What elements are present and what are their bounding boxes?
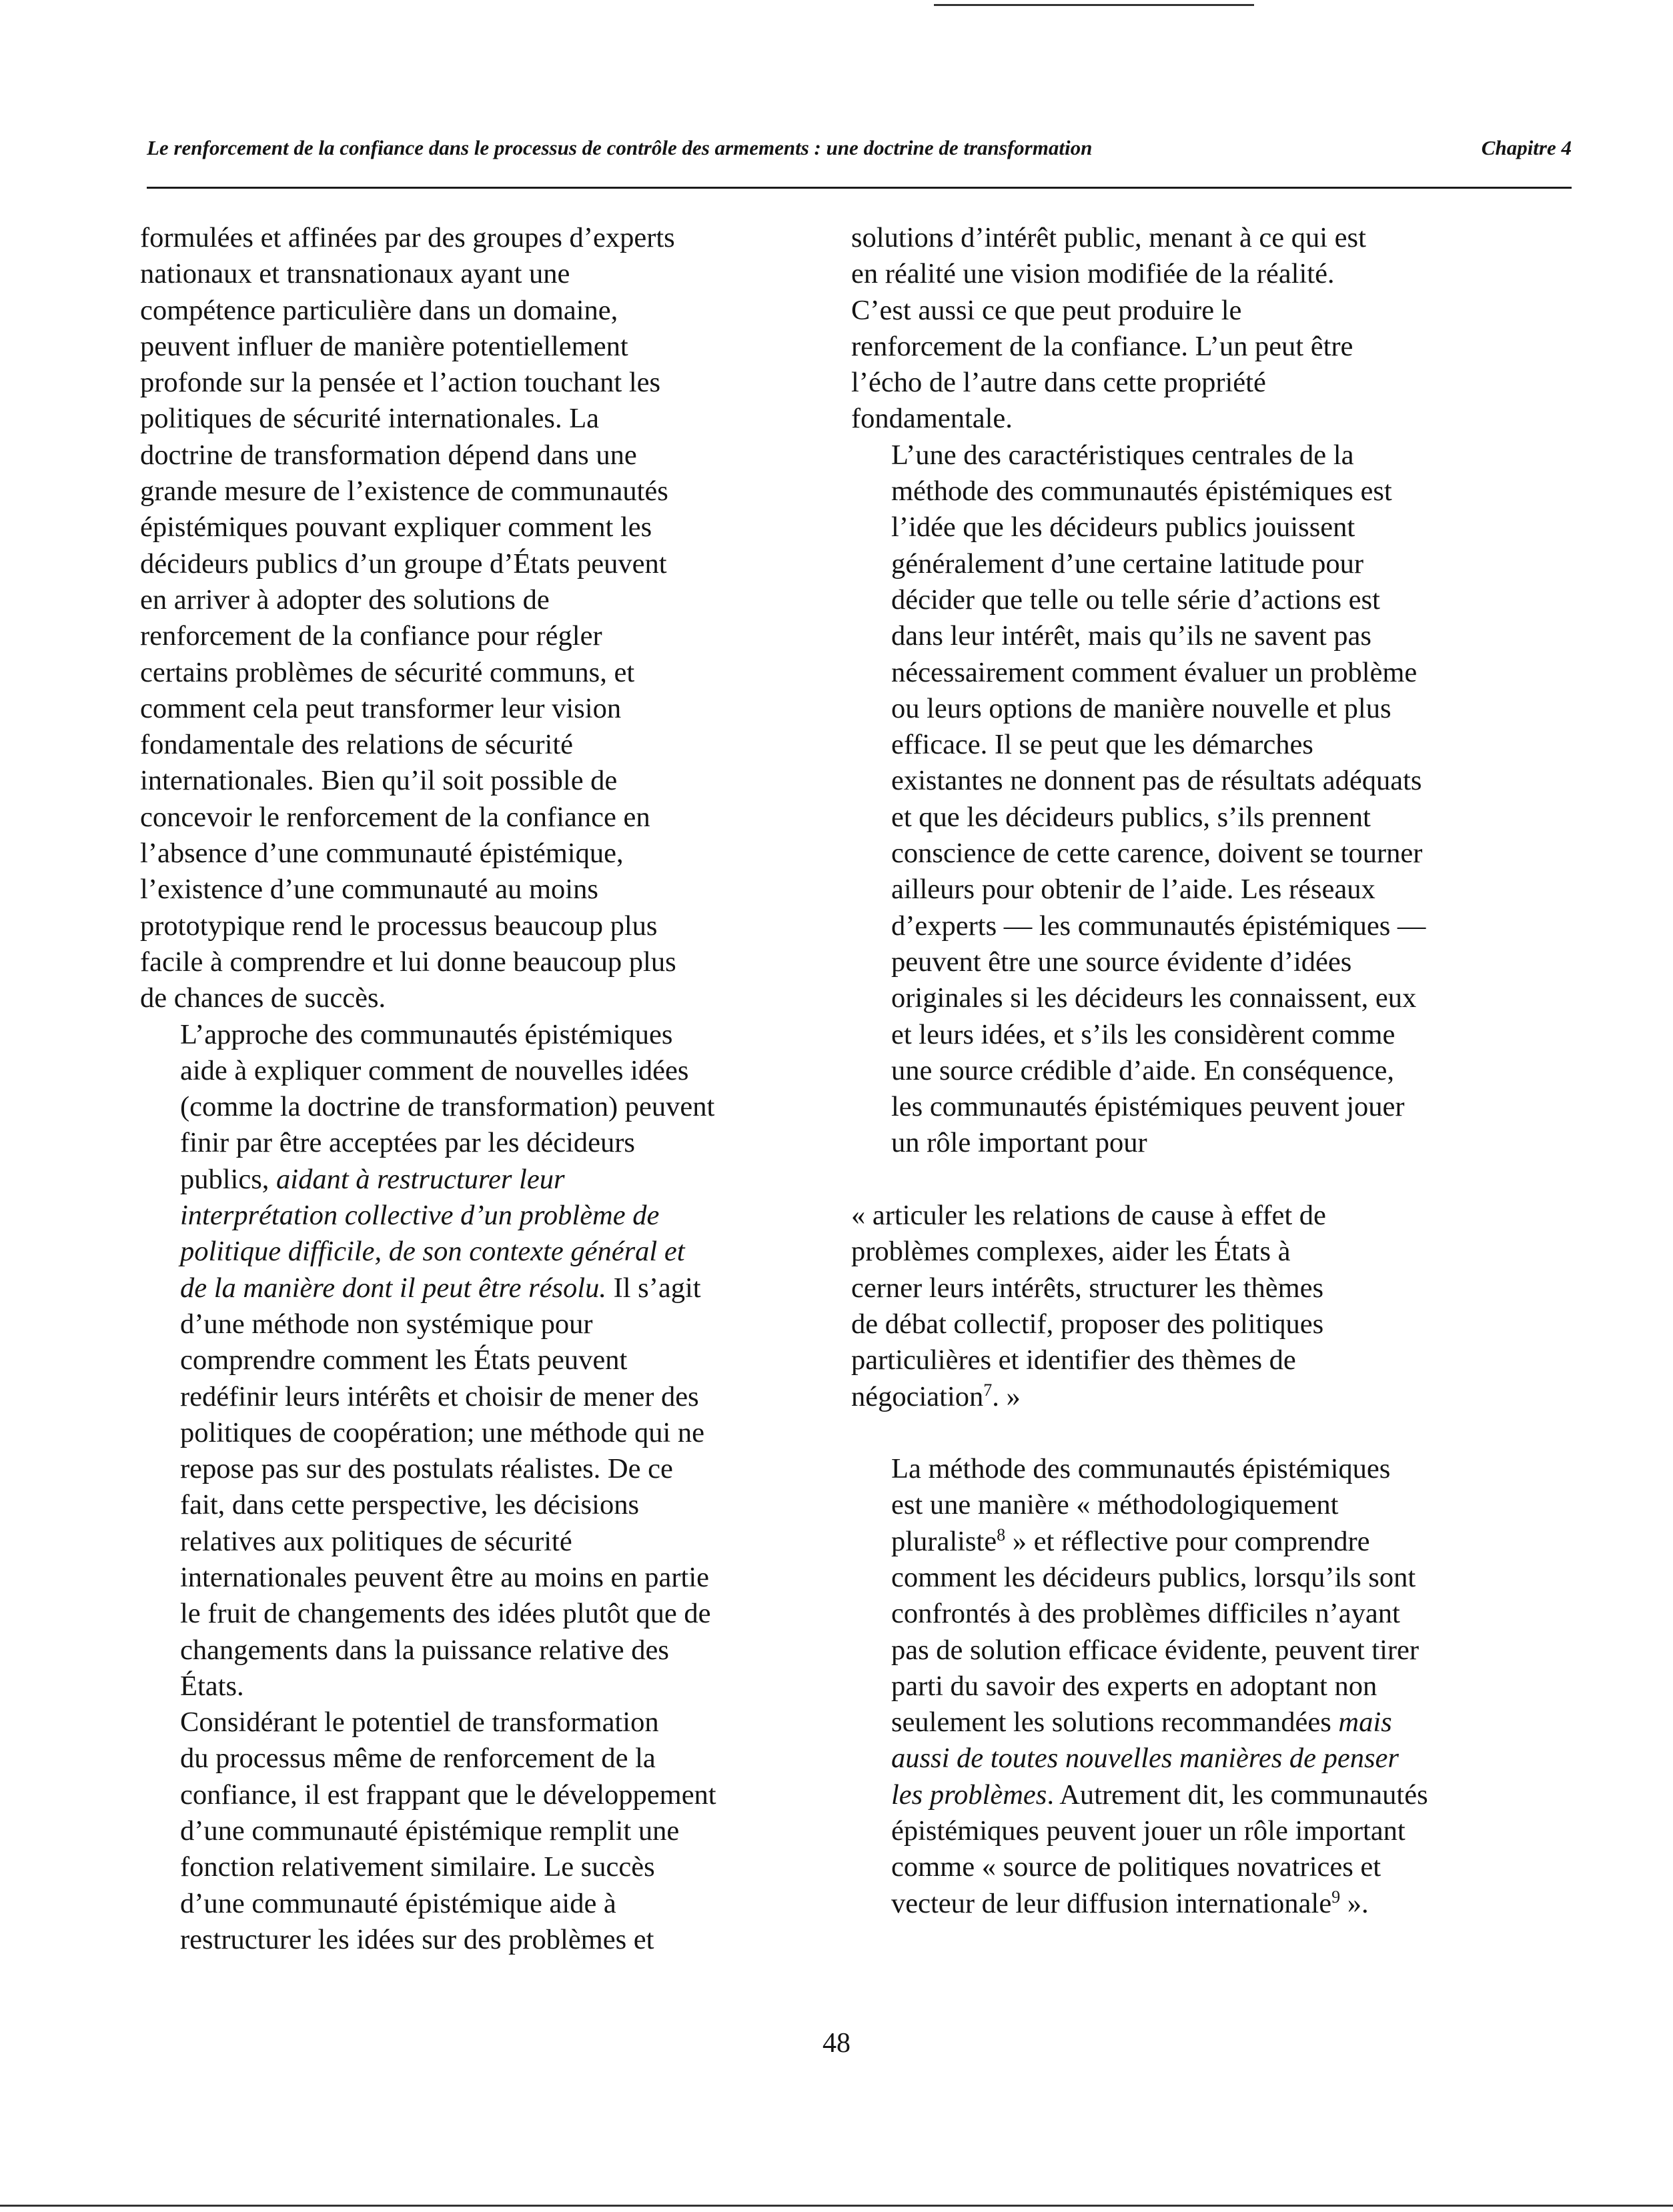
- running-header: [147, 131, 1572, 171]
- right-paragraph-2: [851, 437, 1465, 1162]
- text-line: Considérant le potentiel de transformation: [180, 1707, 659, 1739]
- text-line: fondamentale.: [851, 403, 1013, 435]
- text-line: conscience de cette carence, doivent se tourner: [891, 838, 1423, 870]
- text-line: efficace. Il se peut que les démarches: [891, 729, 1313, 761]
- italic-run: aussi de toutes nouvelles manières de penser: [891, 1743, 1399, 1775]
- text-line: décider que telle ou telle série d’actions est: [891, 584, 1380, 616]
- text-line: [851, 1379, 1465, 1415]
- top-edge-rule: [934, 4, 1254, 6]
- text-line: compétence particulière dans un domaine,: [140, 294, 618, 326]
- text-line: La méthode des communautés épistémiques: [891, 1453, 1391, 1485]
- left-column: [140, 220, 760, 1958]
- text-line: [140, 1198, 760, 1234]
- text-run: pluraliste: [891, 1525, 997, 1557]
- text-line: prototypique rend le processus beaucoup plus: [140, 910, 658, 942]
- text-line: redéfinir leurs intérêts et choisir de mener des: [180, 1380, 699, 1412]
- italic-run: mais: [1338, 1707, 1392, 1739]
- italic-run: aidant à restructurer leur: [276, 1163, 565, 1195]
- text-run: négociation: [851, 1380, 984, 1412]
- text-line: facile à comprendre et lui donne beaucoup plus: [140, 946, 676, 978]
- text-line: repose pas sur des postulats réalistes. De ce: [180, 1453, 673, 1485]
- text-run: » et réflective pour comprendre: [1005, 1525, 1370, 1557]
- text-line: C’est aussi ce que peut produire le: [851, 294, 1242, 326]
- text-line: épistémiques peuvent jouer un rôle important: [891, 1815, 1406, 1847]
- text-line: du processus même de renforcement de la: [180, 1743, 656, 1775]
- text-line: renforcement de la confiance pour régler: [140, 620, 602, 652]
- text-line: internationales peuvent être au moins en partie: [180, 1561, 710, 1593]
- text-line: méthode des communautés épistémiques est: [891, 475, 1392, 507]
- text-run: . Autrement dit, les communautés: [1047, 1779, 1428, 1811]
- text-run: seulement les solutions recommandées: [891, 1707, 1339, 1739]
- text-run: Il s’agit: [606, 1272, 701, 1304]
- text-line: relatives aux politiques de sécurité: [180, 1525, 572, 1557]
- text-line: changements dans la puissance relative des: [180, 1634, 669, 1666]
- text-line: est une manière « méthodologiquement: [891, 1489, 1339, 1521]
- right-paragraph-3: [851, 1451, 1465, 1922]
- running-header-chapter: Chapitre 4: [1481, 136, 1572, 159]
- text-line: pas de solution efficace évidente, peuvent tirer: [891, 1634, 1420, 1666]
- text-line: États.: [180, 1670, 244, 1702]
- text-line: l’existence d’une communauté au moins: [140, 874, 598, 906]
- text-line: ou leurs options de manière nouvelle et plus: [891, 692, 1391, 724]
- text-run: . »: [992, 1380, 1021, 1412]
- text-line: l’idée que les décideurs publics jouissent: [891, 511, 1355, 543]
- text-line: nationaux et transnationaux ayant une: [140, 258, 570, 290]
- text-line: peuvent influer de manière potentiellement: [140, 330, 628, 362]
- text-line: de débat collectif, proposer des politiques: [851, 1308, 1324, 1340]
- text-line: fondamentale des relations de sécurité: [140, 729, 574, 761]
- text-line: en réalité une vision modifiée de la réalité.: [851, 258, 1335, 290]
- text-line: l’écho de l’autre dans cette propriété: [851, 367, 1266, 399]
- text-line: une source crédible d’aide. En conséquence,: [891, 1054, 1395, 1086]
- text-line: décideurs publics d’un groupe d’États peuvent: [140, 547, 667, 580]
- footnote-ref-7: 7: [983, 1380, 993, 1400]
- text-line: aide à expliquer comment de nouvelles idées: [180, 1054, 689, 1086]
- text-line: comprendre comment les États peuvent: [180, 1344, 628, 1376]
- text-line: L’approche des communautés épistémiques: [180, 1018, 673, 1050]
- text-line: particulières et identifier des thèmes de: [851, 1344, 1296, 1376]
- text-line: (comme la doctrine de transformation) peuvent: [180, 1091, 715, 1123]
- text-line: solutions d’intérêt public, menant à ce qui est: [851, 222, 1366, 253]
- text-line: nécessairement comment évaluer un problème: [891, 656, 1418, 688]
- blank-line: [851, 1162, 1465, 1198]
- text-line: politiques de sécurité internationales. La: [140, 403, 600, 435]
- text-line: certains problèmes de sécurité communs, et: [140, 656, 635, 688]
- text-line: internationales. Bien qu’il soit possible de: [140, 765, 618, 797]
- block-quote: [851, 1198, 1465, 1415]
- text-line: d’experts — les communautés épistémiques —: [891, 910, 1426, 942]
- text-line: [851, 1705, 1465, 1741]
- italic-run: les problèmes: [891, 1779, 1047, 1811]
- left-paragraph-3: [140, 1705, 760, 1958]
- text-line: politiques de coopération; une méthode qui ne: [180, 1416, 705, 1448]
- text-line: épistémiques pouvant expliquer comment les: [140, 511, 652, 543]
- text-line: finir par être acceptées par les décideurs: [180, 1127, 635, 1159]
- text-line: confrontés à des problèmes difficiles n’ayant: [891, 1598, 1400, 1630]
- text-line: comme « source de politiques novatrices et: [891, 1851, 1381, 1883]
- text-line: renforcement de la confiance. L’un peut être: [851, 330, 1353, 362]
- text-line: concevoir le renforcement de la confiance en: [140, 801, 650, 833]
- footnote-ref-9: 9: [1331, 1887, 1341, 1907]
- text-line: [140, 1234, 760, 1270]
- text-run: vecteur de leur diffusion internationale: [891, 1887, 1332, 1919]
- text-run: ».: [1340, 1887, 1369, 1919]
- text-line: doctrine de transformation dépend dans une: [140, 439, 637, 471]
- text-line: problèmes complexes, aider les États à: [851, 1236, 1291, 1268]
- text-line: formulées et affinées par des groupes d’experts: [140, 222, 675, 253]
- text-line: fonction relativement similaire. Le succès: [180, 1851, 655, 1883]
- text-line: comment les décideurs publics, lorsqu’ils sont: [891, 1561, 1416, 1593]
- text-line: d’une communauté épistémique remplit une: [180, 1815, 680, 1847]
- text-line: « articuler les relations de cause à effet de: [851, 1200, 1326, 1232]
- text-line: profonde sur la pensée et l’action touchant les: [140, 367, 661, 399]
- text-line: fait, dans cette perspective, les décisions: [180, 1489, 640, 1521]
- text-line: d’une méthode non systémique pour: [180, 1308, 593, 1340]
- italic-run: politique difficile, de son contexte général et: [180, 1236, 685, 1268]
- text-line: les communautés épistémiques peuvent jouer: [891, 1091, 1405, 1123]
- text-line: confiance, il est frappant que le développement: [180, 1779, 716, 1811]
- bottom-edge-rule: [0, 2205, 1673, 2207]
- text-line: restructurer les idées sur des problèmes et: [180, 1923, 654, 1955]
- text-line: existantes ne donnent pas de résultats adéquats: [891, 765, 1422, 797]
- text-line: originales si les décideurs les connaissent, eux: [891, 982, 1417, 1014]
- italic-run: de la manière dont il peut être résolu.: [180, 1272, 606, 1304]
- header-rule: [147, 187, 1572, 189]
- left-paragraph-2: [140, 1017, 760, 1705]
- text-run: publics,: [180, 1163, 277, 1195]
- footnote-ref-8: 8: [997, 1524, 1006, 1544]
- text-line: [140, 1270, 760, 1306]
- text-line: ailleurs pour obtenir de l’aide. Les réseaux: [891, 874, 1375, 906]
- text-line: et que les décideurs publics, s’ils prennent: [891, 801, 1371, 833]
- text-line: l’absence d’une communauté épistémique,: [140, 838, 624, 870]
- text-line: comment cela peut transformer leur vision: [140, 692, 622, 724]
- blank-line: [851, 1415, 1465, 1451]
- right-column: [851, 220, 1465, 1922]
- text-line: cerner leurs intérêts, structurer les thèmes: [851, 1272, 1324, 1304]
- text-line: [851, 1886, 1465, 1922]
- italic-run: interprétation collective d’un problème de: [180, 1200, 660, 1232]
- page-number: 48: [822, 2028, 851, 2059]
- text-line: [140, 1162, 760, 1198]
- text-line: grande mesure de l’existence de communautés: [140, 475, 668, 507]
- text-line: d’une communauté épistémique aide à: [180, 1887, 616, 1919]
- text-line: en arriver à adopter des solutions de: [140, 584, 550, 616]
- text-line: [851, 1741, 1465, 1777]
- text-line: [851, 1777, 1465, 1813]
- right-paragraph-1: [851, 220, 1465, 437]
- left-paragraph-1: [140, 220, 760, 1017]
- text-line: dans leur intérêt, mais qu’ils ne savent pas: [891, 620, 1371, 652]
- text-line: L’une des caractéristiques centrales de la: [891, 439, 1354, 471]
- text-line: généralement d’une certaine latitude pour: [891, 547, 1363, 580]
- text-line: parti du savoir des experts en adoptant non: [891, 1670, 1377, 1702]
- text-line: de chances de succès.: [140, 982, 386, 1014]
- running-header-title: Le renforcement de la confiance dans le processus de contrôle des armements : une doctrine de transformation: [147, 136, 1093, 159]
- text-line: peuvent être une source évidente d’idées: [891, 946, 1352, 978]
- text-line: et leurs idées, et s’ils les considèrent comme: [891, 1018, 1396, 1050]
- text-line: [851, 1524, 1465, 1560]
- text-line: le fruit de changements des idées plutôt que de: [180, 1598, 711, 1630]
- text-line: un rôle important pour: [891, 1127, 1147, 1159]
